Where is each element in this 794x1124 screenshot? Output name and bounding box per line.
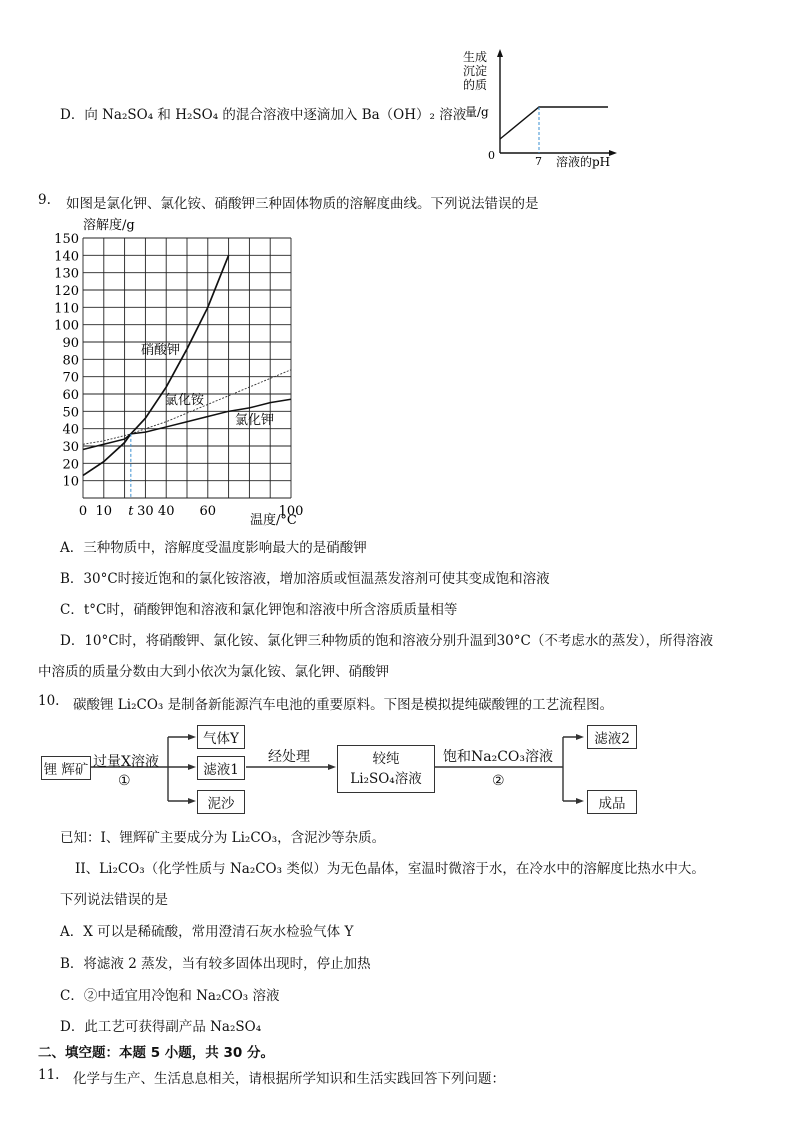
q10-number: 10. (38, 693, 60, 709)
flow-mud-box (197, 790, 245, 814)
flow-step1-num: ① (118, 773, 131, 789)
q9-option-c: C．t°C时，硝酸钾饱和溶液和氯化钾饱和溶液中所含溶质质量相等 (60, 602, 458, 618)
flow-product-box (587, 790, 637, 814)
q10-ask: 下列说法错误的是 (60, 892, 168, 908)
q10-known-2: II、Li₂CO₃（化学性质与 Na₂CO₃ 类似）为无色晶体，室温时微溶于水，在冷水中的溶解度比热水中大。 (75, 861, 705, 877)
q8-xlabel: 溶液的pH (556, 155, 611, 169)
section-2-heading: 二、填空题：本题 5 小题，共 30 分。 (38, 1045, 274, 1061)
y-tick-label: 20 (62, 457, 79, 473)
chart-ylabel: 溶解度/g (83, 218, 135, 233)
q9-number: 9. (38, 192, 51, 208)
y-tick-label: 30 (62, 440, 79, 455)
q9-option-a: A．三种物质中，溶解度受温度影响最大的是硝酸钾 (60, 540, 367, 556)
q10-option-b: B．将滤液 2 蒸发，当有较多固体出现时，停止加热 (60, 956, 371, 972)
chart-xlabel: 温度/°C (250, 513, 297, 528)
q8-ylabel-4: 量/g (465, 105, 489, 119)
y-tick-label: 120 (54, 284, 79, 299)
y-tick-label: 130 (54, 266, 79, 282)
x-tick-label: 10 (95, 504, 113, 519)
kno3-curve (83, 255, 229, 475)
q9-stem: 如图是氯化钾、氯化铵、硝酸钾三种固体物质的溶解度曲线。下列说法错误的是 (66, 196, 539, 212)
q10-stem: 碳酸锂 Li₂CO₃ 是制备新能源汽车电池的重要原料。下图是模拟提纯碳酸锂的工艺流程图。 (73, 697, 614, 713)
q8-x-arrow (609, 150, 617, 156)
q8-ylabel-2: 沉淀 (463, 64, 488, 78)
y-tick-label: 90 (62, 336, 79, 351)
q8-ylabel-1: 生成 (463, 50, 488, 64)
x-tick-label: 0 (78, 504, 88, 519)
flow-mud-label: 泥沙 (207, 796, 235, 812)
flow-ore-box (41, 756, 91, 780)
y-tick-label: 140 (54, 249, 79, 265)
x-tick-label: 30 (137, 504, 154, 519)
label-nh4cl: 氯化铵 (165, 393, 205, 408)
flow-pure-line1: 较纯 (372, 751, 400, 767)
q10-option-d: D．此工艺可获得副产品 Na₂SO₄ (60, 1019, 262, 1035)
flow-filtrate2-box (587, 725, 637, 749)
flow-product-label: 成品 (598, 796, 626, 812)
x-tick-label: 100 (278, 504, 304, 519)
flow-gas-y-box (197, 725, 245, 749)
chart-grid (83, 238, 291, 498)
y-tick-label: 150 (54, 232, 79, 247)
x-tick-label: 60 (199, 504, 217, 519)
flow-ore-label: 锂 辉矿 (43, 762, 89, 778)
q8-precipitate-graph (455, 45, 625, 175)
q8-ylabel-3: 的质 (463, 78, 488, 92)
flow-pure-line2: Li₂SO₄溶液 (350, 771, 422, 787)
q8-origin: 0 (488, 149, 495, 162)
y-tick-label: 80 (62, 353, 79, 369)
flow-filtrate2-label: 滤液2 (594, 731, 630, 747)
y-tick-label: 10 (62, 474, 79, 490)
y-tick-label: 100 (54, 318, 79, 334)
flow-step1-label: 过量X溶液 (93, 754, 159, 770)
label-kcl: 氯化钾 (235, 413, 275, 428)
flow-step2-label: 饱和Na₂CO₃溶液 (443, 749, 554, 765)
x-tick-label: t (128, 504, 134, 519)
y-tick-label: 40 (62, 422, 79, 438)
flow-gas-y-label: 气体Y (203, 731, 239, 747)
flow-filtrate1-label: 滤液1 (203, 762, 239, 778)
q10-option-c: C．②中适宜用冷饱和 Na₂CO₃ 溶液 (60, 988, 280, 1004)
y-tick-label: 50 (62, 405, 79, 421)
q8-curve (500, 107, 608, 139)
q10-known-1: 已知：I、锂辉矿主要成分为 Li₂CO₃，含泥沙等杂质。 (60, 830, 386, 846)
q9-solubility-chart (45, 212, 315, 530)
flow-filtrate1-box (197, 756, 245, 780)
flow-pure-li2so4-box (337, 745, 435, 793)
q11-stem: 化学与生产、生活息息相关，请根据所学知识和生活实践回答下列问题： (73, 1071, 505, 1087)
q9-option-d-cont: 中溶质的质量分数由大到小依次为氯化铵、氯化钾、硝酸钾 (38, 664, 389, 680)
y-tick-label: 110 (54, 301, 79, 317)
q9-option-d: D．10°C时，将硝酸钾、氯化铵、氯化钾三种物质的饱和溶液分别升温到30°C（不考虑水的蒸发），所得溶液 (60, 633, 714, 649)
q8-tick-7: 7 (535, 155, 542, 168)
x-tick-label: 40 (157, 504, 175, 519)
y-tick-label: 70 (62, 370, 79, 386)
q11-number: 11. (38, 1067, 60, 1083)
q8-y-arrow (497, 49, 503, 57)
flow-process-label: 经处理 (268, 749, 310, 765)
q9-option-b: B．30°C时接近饱和的氯化铵溶液，增加溶质或恒温蒸发溶剂可使其变成饱和溶液 (60, 571, 550, 587)
y-tick-label: 60 (62, 388, 79, 403)
q8-option-d: D．向 Na₂SO₄ 和 H₂SO₄ 的混合溶液中逐滴加入 Ba（OH）₂ 溶液 (60, 107, 467, 123)
label-kno3: 硝酸钾 (141, 343, 181, 358)
q10-option-a: A．X 可以是稀硫酸，常用澄清石灰水检验气体 Y (60, 924, 354, 940)
flow-step2-num: ② (492, 773, 505, 789)
chart-y-ticks (54, 232, 79, 490)
